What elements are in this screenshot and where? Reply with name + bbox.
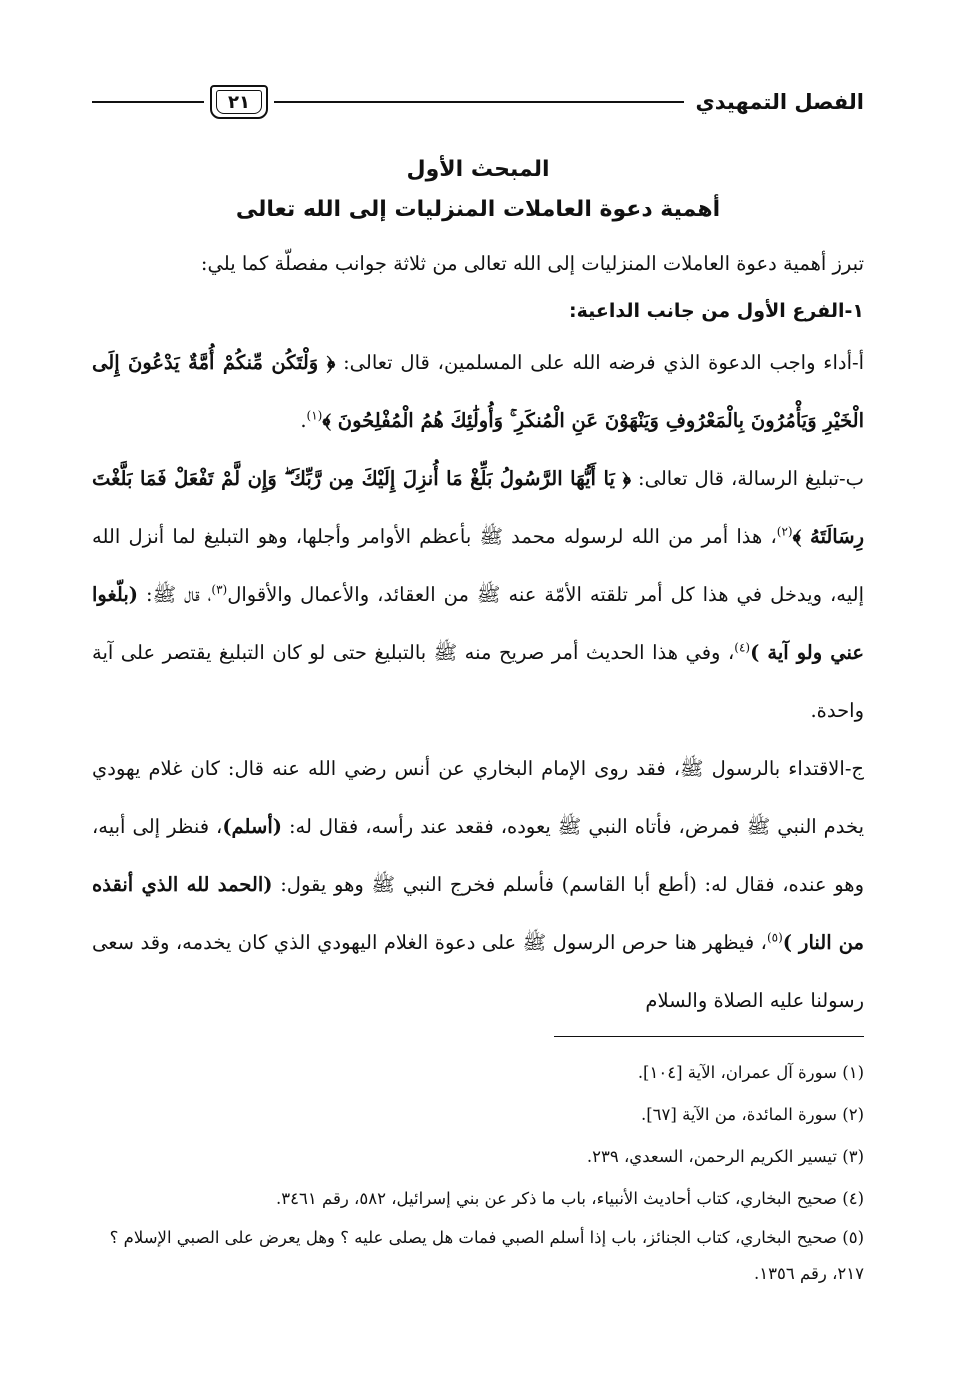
running-header: [92, 82, 864, 122]
footnote-ref-2: (٢): [776, 524, 793, 539]
paragraph-b-text-2: ، هذا أمر من الله لرسوله محمد ﷺ بأعظم الأوامر وأجلها، وهو التبليغ لما أنزل الله إليه، ويدخل في هذا كل أمر تلقته الأمّة عنه ﷺ من العقائد، والأعمال والأقوال: [92, 525, 864, 606]
paragraph-a-text: أ-أداء واجب الدعوة الذي فرضه الله على المسلمين، قال تعالى:: [335, 351, 864, 374]
branch-heading: ١-الفرع الأول من جانب الداعية:: [569, 300, 864, 322]
header-rule-right: [274, 101, 684, 103]
hadith-c-2: (الحمد لله الذي أنقذه من النار ): [92, 873, 864, 954]
footnotes: [92, 1052, 864, 1292]
paragraph-c-text-2: ، فنظر إلى أبيه، وهو عنده، فقال له: (أطع أبا القاسم) فأسلم فخرج النبي ﷺ وهو يقول:: [92, 815, 864, 896]
header-rule-left: [92, 101, 204, 103]
section-subtitle: أهمية دعوة العاملات المنزليات إلى الله تعالى: [235, 197, 721, 222]
paragraph-b-text-3: ، قال ﷺ:: [138, 583, 212, 606]
footnote-ref-3: (٣): [211, 582, 228, 597]
intro-paragraph: تبرز أهمية دعوة العاملات المنزليات إلى الله تعالى من ثلاثة جوانب مفصلّة كما يلي:: [200, 252, 864, 275]
quran-verse-a: ﴿ وَلْتَكُن مِّنكُمْ أُمَّةٌ يَدْعُونَ إِلَى الْخَيْرِ وَيَأْمُرُونَ بِالْمَعْرُوفِ وَيَنْهَوْنَ عَنِ الْمُنكَرِ ۚ وَأُولَٰئِكَ هُمُ الْمُفْلِحُونَ ﴾: [92, 351, 864, 432]
footnote-ref-1: (١): [306, 408, 323, 423]
footnote-5: (٥) صحيح البخاري، كتاب الجنائز، باب إذا أسلم الصبي فمات هل يصلى عليه ؟ وهل يعرض على الصبي الإسلام ؟ ٢١٧، رقم ١٣٥٦.: [109, 1228, 864, 1283]
footnote-ref-5: (٥): [766, 930, 783, 945]
hadith-b: (بلّغوا عني ولو آية ): [92, 583, 864, 664]
hadith-c-1: (أسلم): [222, 815, 282, 838]
footnote-4: (٤) صحيح البخاري، كتاب أحاديث الأنبياء، باب ما ذكر عن بني إسرائيل، ٥٨٢، رقم ٣٤٦١.: [276, 1189, 864, 1208]
chapter-title: الفصل التمهيدي: [695, 90, 864, 114]
section-title: المبحث الأول: [406, 157, 550, 182]
paragraph-c-text-1: ج-الاقتداء بالرسول ﷺ، فقد روى الإمام البخاري عن أنس رضي الله عنه قال: كان غلام يهودي يخدم النبي ﷺ فمرض، فأتاه النبي ﷺ يعوده، فقعد عند رأسه، فقال له:: [92, 757, 864, 838]
footnote-3: (٣) تيسير الكريم الرحمن، السعدي، ٢٣٩.: [586, 1147, 864, 1166]
paragraph-b-text-4: ، وفي هذا الحديث أمر صريح منه ﷺ بالتبليغ حتى لو كان التبليغ يقتصر على آية واحدة.: [92, 641, 864, 722]
paragraph-c-text-3: ، فيظهر هنا حرص الرسول ﷺ على دعوة الغلام اليهودي الذي كان يخدمه، وقد سعى رسولنا عليه الصلاة والسلام: [92, 931, 864, 1012]
paragraph-b-text-1: ب-تبليغ الرسالة، قال تعالى:: [631, 467, 864, 490]
body-text: [92, 240, 864, 1030]
paragraph-c: [92, 740, 864, 1030]
page-number: ٢١: [210, 85, 268, 119]
footnote-2: (٢) سورة المائدة، من الآية [٦٧].: [640, 1105, 864, 1124]
paragraph-a: أ-أداء واجب الدعوة الذي فرضه الله على المسلمين، قال تعالى: ﴿ وَلْتَكُن مِّنكُمْ أُمَّةٌ يَدْعُونَ إِلَى الْخَيْرِ وَيَأْمُرُونَ بِالْمَعْرُوفِ وَيَنْهَوْنَ عَنِ الْمُنكَرِ ۚ وَأُولَٰئِكَ هُمُ الْمُفْلِحُونَ ﴾$^{(١)}$.: [92, 351, 864, 432]
paragraph-b: [92, 450, 864, 740]
quran-verse-b: ﴿ يَا أَيُّهَا الرَّسُولُ بَلِّغْ مَا أُنزِلَ إِلَيْكَ مِن رَّبِّكَ ۖ وَإِن لَّمْ تَفْعَلْ فَمَا بَلَّغْتَ رِسَالَتَهُ ﴾: [92, 467, 865, 548]
section-headings: [92, 150, 864, 230]
footnote-1: (١) سورة آل عمران، الآية [١٠٤].: [637, 1063, 864, 1082]
footnote-ref-4: (٤): [734, 640, 751, 655]
footnote-separator: [554, 1036, 864, 1037]
